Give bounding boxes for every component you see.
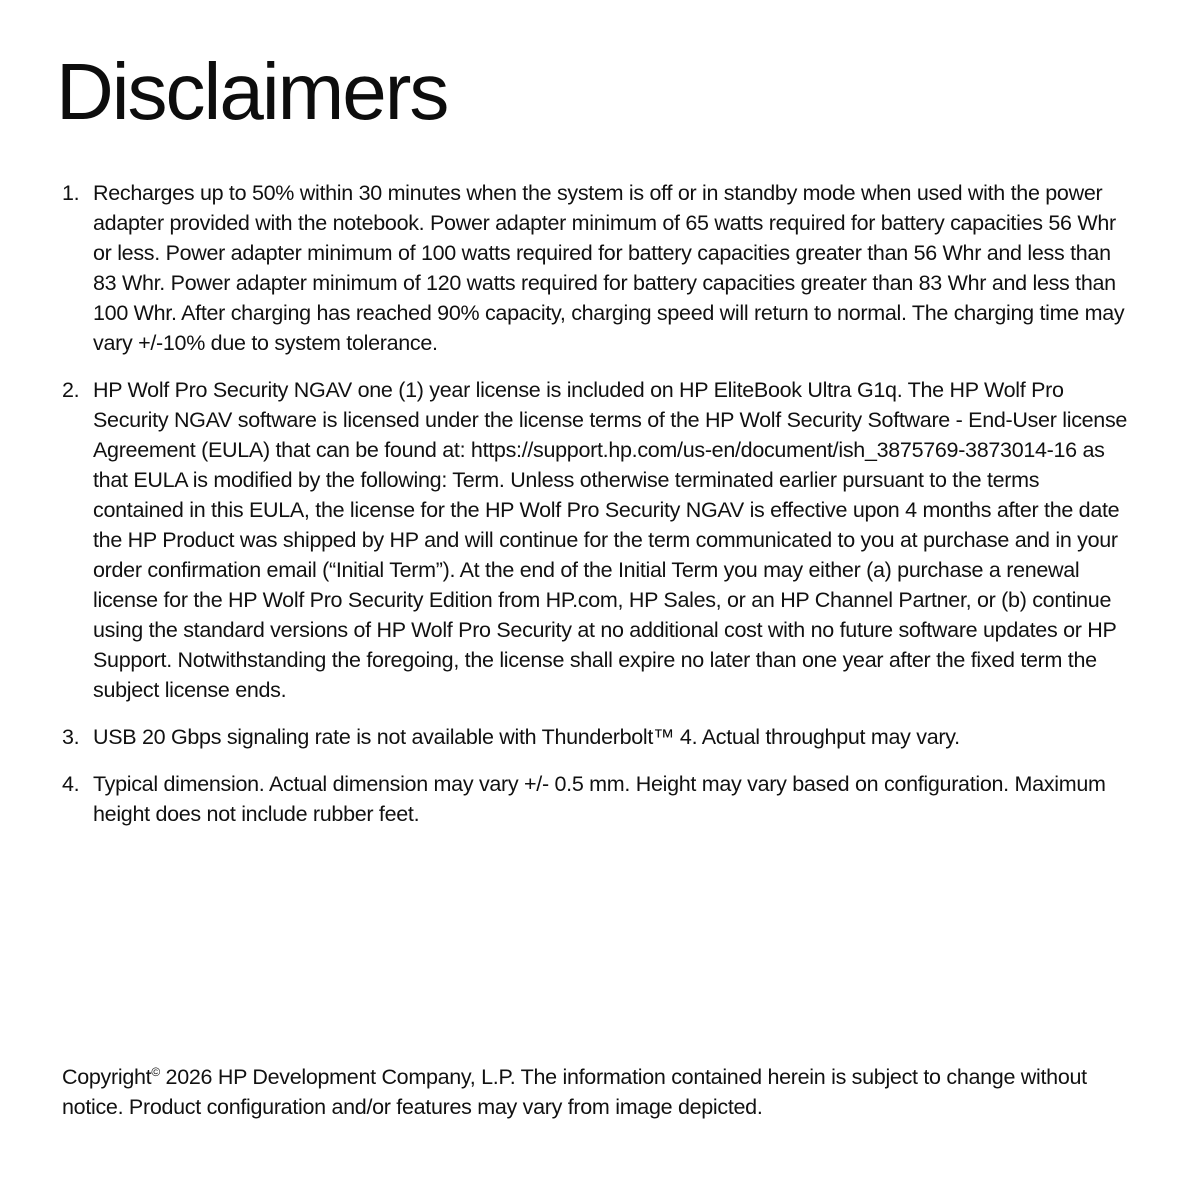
disclaimer-number: 4. <box>62 772 80 796</box>
disclaimer-text: HP Wolf Pro Security NGAV one (1) year license is included on HP EliteBook Ultra G1q. The HP Wolf Pro Security NGAV software is licensed under the license terms of the HP Wolf Security Software - End-User license Agreement (EULA) that can be found at: https://support.hp.com/us-en/document/ish_3875769-3873014-16 as that EULA is modified by the following: Term. Unless otherwise terminated earlier pursuant to the terms contained in this EULA, the license for the HP Wolf Pro Security NGAV is effective upon 4 months after the date the HP Product was shipped by HP and will continue for the term communicated to you at purchase and in your order confirmation email (“Initial Term”). At the end of the Initial Term you may either (a) purchase a renewal license for the HP Wolf Pro Security Edition from HP.com, HP Sales, or an HP Channel Partner, or (b) continue using the standard versions of HP Wolf Pro Security at no additional cost with no future software updates or HP Support. Notwithstanding the foregoing, the license shall expire no later than one year after the fixed term the subject license ends. <box>93 378 1128 702</box>
copyright-symbol: © <box>151 1065 160 1079</box>
disclaimer-item-4 <box>62 769 1132 829</box>
page-title: Disclaimers <box>56 47 448 136</box>
disclaimer-item-3 <box>62 722 1132 752</box>
disclaimer-number: 1. <box>62 181 80 205</box>
disclaimer-item-2 <box>62 375 1132 705</box>
disclaimer-text: Recharges up to 50% within 30 minutes when the system is off or in standby mode when used with the power adapter provided with the notebook. Power adapter minimum of 65 watts required for battery capacities 56 Whr or less. Power adapter minimum of 100 watts required for battery capacities greater than 56 Whr and less than 83 Whr. Power adapter minimum of 120 watts required for battery capacities greater than 83 Whr and less than 100 Whr. After charging has reached 90% capacity, charging speed will return to normal. The charging time may vary +/-10% due to system tolerance. <box>93 181 1125 355</box>
disclaimer-item-1 <box>62 178 1132 358</box>
disclaimer-number: 2. <box>62 378 80 402</box>
copyright-prefix: Copyright <box>62 1065 152 1089</box>
disclaimer-list <box>62 178 1132 846</box>
disclaimer-number: 3. <box>62 725 80 749</box>
disclaimer-text: Typical dimension. Actual dimension may vary +/- 0.5 mm. Height may vary based on configuration. Maximum height does not include rubber feet. <box>93 772 1106 826</box>
disclaimer-text: USB 20 Gbps signaling rate is not available with Thunderbolt™ 4. Actual throughput may vary. <box>93 725 960 749</box>
copyright-notice <box>62 1062 1132 1122</box>
copyright-text: 2026 HP Development Company, L.P. The information contained herein is subject to change without notice. Product configuration and/or features may vary from image depicted. <box>62 1065 1087 1119</box>
